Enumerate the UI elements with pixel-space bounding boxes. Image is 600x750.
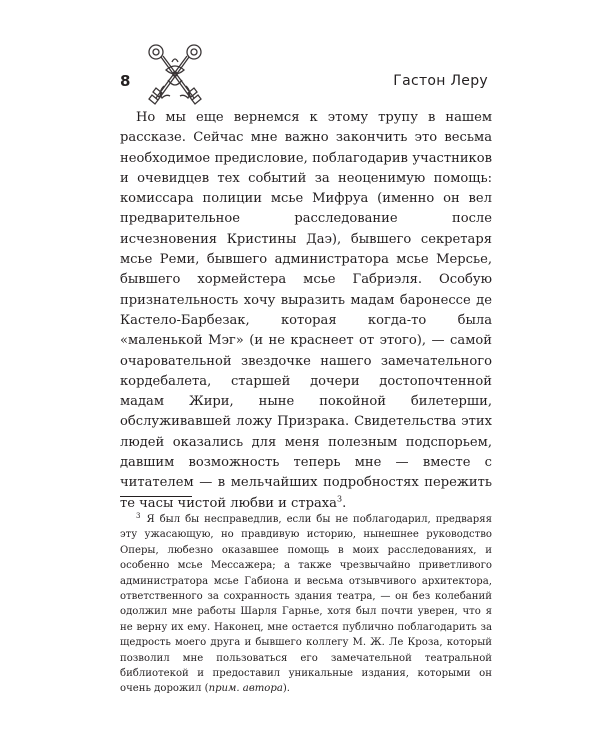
footnote-text: Я был бы несправедлив, если бы не поблагодарил, предваряя эту ужасающую, но правдивую историю, нынешнее руководство Оперы, любезно оказавшее помощь в моих расследованиях, и особенно мсье Мессажера; а также чрезвычайно приветливого администратора мсье Габиона и весьма отзывчивого архитектора, ответственного за сохранность здания театра, — он без колебаний одолжил мне работы Шарля Гарнье, хотя был почти уверен, что я не верну их ему. Наконец, мне остается публично поблагодарить за щедрость моего друга и бывшего коллегу М. Ж. Ле Кроза, который позволил мне пользоваться его замечательной театральной библиотекой и предоставил уникальные издания, которыми он очень дорожил (: [120, 514, 492, 695]
crossed-keys-icon: [144, 40, 206, 116]
body-text-end: .: [342, 495, 347, 511]
footnote-divider: [120, 496, 192, 497]
footnote-reference[interactable]: 3: [336, 494, 343, 504]
footnote-closing: ).: [282, 683, 290, 695]
footnote-mark: 3: [136, 511, 141, 520]
body-text: Но мы еще вернемся к этому трупу в нашем рассказе. Сейчас мне важно закончить это весьма необходимое предисловие, поблагодарив участников и очевидцев тех событий за неоценимую помощь: комиссара полиции мсье Мифруа (именно он вел предварительное расследование после исчезновения Кристины Даэ), бывшего секретаря мсье Реми, бывшего администратора мсье Мерсье, бывшего хормейстера мсье Габриэля. Особую признательность хочу выразить мадам баронессе де Кастело-Барбезак, которая когда-то была «маленькой Мэг» (и не краснеет от этого), — самой очаровательной звездочке нашего замечательного кордебалета, старшей дочери достопочтенной мадам Жири, ныне покойной билетерши, обслуживавшей ложу Призрака. Свидетельства этих людей оказались для меня полезным подспорьем, давшим возможность теперь мне — вместе с читателем — в мельчайших подробностях пережить те часы чистой любви и страха: [120, 110, 492, 511]
running-head-author: Гастон Леру: [393, 73, 488, 89]
footnote: [120, 512, 492, 697]
body-paragraph: [120, 108, 492, 514]
footnote-attribution: прим. автора: [208, 683, 283, 695]
page-number: 8: [120, 72, 131, 90]
